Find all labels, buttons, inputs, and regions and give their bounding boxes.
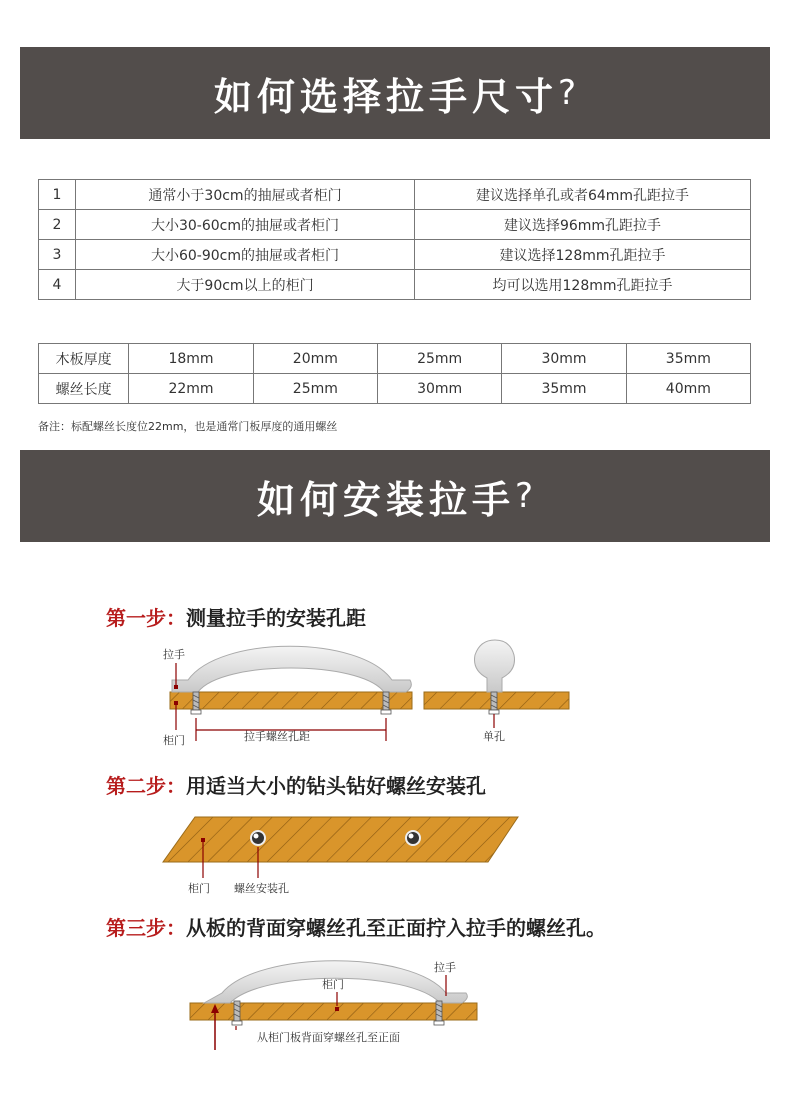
row-header: 木板厚度 xyxy=(39,344,129,374)
row-advice: 建议选择单孔或者64mm孔距拉手 xyxy=(415,180,751,210)
footnote: 备注：标配螺丝长度位22mm，也是通常门板厚度的通用螺丝 xyxy=(38,420,338,433)
step2-label: 第二步： xyxy=(106,774,186,798)
row-advice: 建议选择128mm孔距拉手 xyxy=(415,240,751,270)
table-cell: 35mm xyxy=(626,344,750,374)
door-board xyxy=(190,1003,477,1020)
table-cell: 22mm xyxy=(129,374,253,404)
step2-text: 用适当大小的钻头钻好螺丝安装孔 xyxy=(186,774,486,798)
label-door: 柜门 xyxy=(322,978,344,991)
table-cell: 40mm xyxy=(626,374,750,404)
handle-shape xyxy=(172,646,411,692)
row-number: 2 xyxy=(39,210,76,240)
banner-title: 如何选择拉手尺寸 xyxy=(213,74,558,119)
label-single-hole: 单孔 xyxy=(483,730,505,743)
row-header: 螺丝长度 xyxy=(39,374,129,404)
step2-diagram xyxy=(163,817,518,895)
table-cell: 18mm xyxy=(129,344,253,374)
row-number: 1 xyxy=(39,180,76,210)
step3-diagram xyxy=(190,960,477,1050)
label-handle: 拉手 xyxy=(434,961,456,974)
step3-text: 从板的背面穿螺丝孔至正面拧入拉手的螺丝孔。 xyxy=(186,916,606,940)
pointer-dot xyxy=(174,685,178,689)
table-cell: 30mm xyxy=(378,374,502,404)
row-condition: 大小30-60cm的抽屉或者柜门 xyxy=(76,210,415,240)
row-number: 3 xyxy=(39,240,76,270)
knob-shape xyxy=(475,640,515,692)
banner-question-mark: ? xyxy=(557,73,577,113)
label-door: 柜门 xyxy=(188,882,210,895)
pointer-dot xyxy=(201,838,205,842)
row-advice: 均可以选用128mm孔距拉手 xyxy=(415,270,751,300)
step1-diagram xyxy=(163,640,569,747)
row-advice: 建议选择96mm孔距拉手 xyxy=(415,210,751,240)
row-number: 4 xyxy=(39,270,76,300)
label-door: 柜门 xyxy=(163,734,185,747)
label-spacing: 拉手螺丝孔距 xyxy=(244,730,310,743)
table-cell: 20mm xyxy=(253,344,377,374)
banner-question-mark: ? xyxy=(514,476,534,516)
table-cell: 25mm xyxy=(378,344,502,374)
table-cell: 35mm xyxy=(502,374,626,404)
table-cell: 30mm xyxy=(502,344,626,374)
label-handle: 拉手 xyxy=(163,648,185,661)
table-cell: 25mm xyxy=(253,374,377,404)
row-condition: 通常小于30cm的抽屉或者柜门 xyxy=(76,180,415,210)
door-board xyxy=(163,817,518,862)
row-condition: 大小60-90cm的抽屉或者柜门 xyxy=(76,240,415,270)
step3-label: 第三步： xyxy=(106,916,186,940)
step1-text: 测量拉手的安装孔距 xyxy=(186,606,366,630)
label-through-note: 从柜门板背面穿螺丝孔至正面 xyxy=(257,1031,400,1044)
row-condition: 大于90cm以上的柜门 xyxy=(76,270,415,300)
drill-hole xyxy=(251,831,265,845)
door-board xyxy=(170,692,412,709)
banner-title: 如何安装拉手 xyxy=(256,477,515,522)
pointer-dot xyxy=(174,701,178,705)
label-screw-hole: 螺丝安装孔 xyxy=(234,882,289,895)
drill-hole xyxy=(406,831,420,845)
step1-label: 第一步： xyxy=(106,606,186,630)
pointer-dot xyxy=(335,1007,339,1011)
